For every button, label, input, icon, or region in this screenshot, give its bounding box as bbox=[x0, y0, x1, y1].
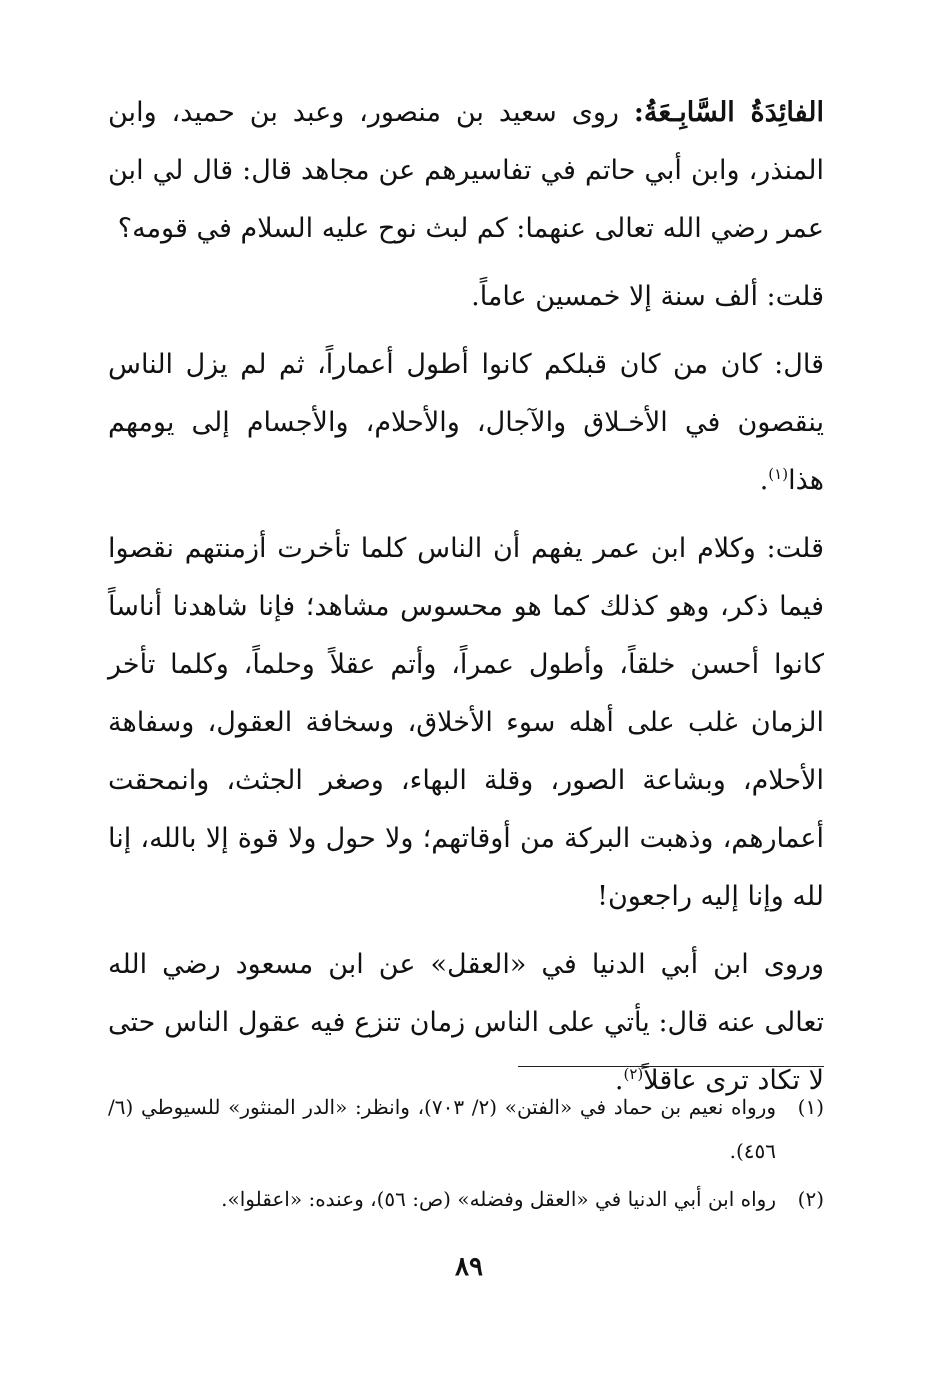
paragraph-text: وروى ابن أبي الدنيا في «العقل» عن ابن مسعود رضي الله تعالى عنه قال: يأتي على الناس زمان تنزع فيه عقول الناس حتى لا تكاد ترى عاقلاً bbox=[108, 949, 824, 1096]
paragraph-seventh-benefit bbox=[108, 84, 824, 258]
page-body bbox=[108, 84, 824, 1110]
paragraph-end: . bbox=[614, 1065, 624, 1096]
paragraph-quote bbox=[108, 336, 824, 510]
paragraph-answer: قلت: ألف سنة إلا خمسين عاماً. bbox=[471, 281, 824, 312]
footnote-number: (٢) bbox=[797, 1187, 824, 1211]
paragraph-text: روى سعيد بن منصور، وعبد بن حميد، وابن المنذر، وابن أبي حاتم في تفاسيرهم عن مجاهد قال: قال لي ابن عمر رضي الله تعالى عنهما: كم لبث نوح عليه السلام في قومه؟ bbox=[108, 97, 824, 244]
footnote-separator bbox=[518, 1066, 824, 1067]
footnote-reference: (٢) bbox=[623, 1065, 644, 1083]
footnote-text: ورواه نعيم بن حماد في «الفتن» (٢/ ٧٠٣)، وانظر: «الدر المنثور» للسيوطي (٦/ ٤٥٦). bbox=[108, 1095, 776, 1163]
paragraph-text: قال: كان من كان قبلكم كانوا أطول أعماراً، ثم لم يزل الناس ينقصون في الأخـلاق والآجال، والأحلام، والأجسام إلى يومهم هذا bbox=[108, 349, 824, 496]
page-number: ٨٩ bbox=[455, 1252, 483, 1282]
footnote-reference: (١) bbox=[768, 465, 789, 483]
paragraph-end: . bbox=[759, 465, 769, 496]
footnote bbox=[108, 1085, 824, 1173]
footnote-number: (١) bbox=[797, 1095, 824, 1119]
footnote-text: رواه ابن أبي الدنيا في «العقل وفضله» (ص: ٥٦)، وعنده: «اعقلوا». bbox=[221, 1187, 776, 1211]
footnotes bbox=[108, 1085, 824, 1225]
paragraph-commentary: قلت: وكلام ابن عمر يفهم أن الناس كلما تأخرت أزمنتهم نقصوا فيما ذكر، وهو كذلك كما هو محسوس مشاهد؛ فإنا شاهدنا أناساً كانوا أحسن خلقاً، وأطول عمراً، وأتم عقلاً وحلماً، وكلما تأخر الزمان غلب على أهله سوء الأخلاق، وسخافة العقول، وسفاهة الأحلام، وبشاعة الصور، وقلة البهاء، وصغر الجثث، وانمحقت أعمارهم، وذهبت البركة من أوقاتهم؛ ولا حول ولا قوة إلا بالله، إنا لله وإنا إليه راجعون! bbox=[108, 533, 824, 912]
footnote bbox=[108, 1177, 824, 1221]
section-heading: الفائِدَةُ السَّابِـعَةُ: bbox=[633, 97, 824, 128]
paragraph-narration bbox=[108, 936, 824, 1110]
